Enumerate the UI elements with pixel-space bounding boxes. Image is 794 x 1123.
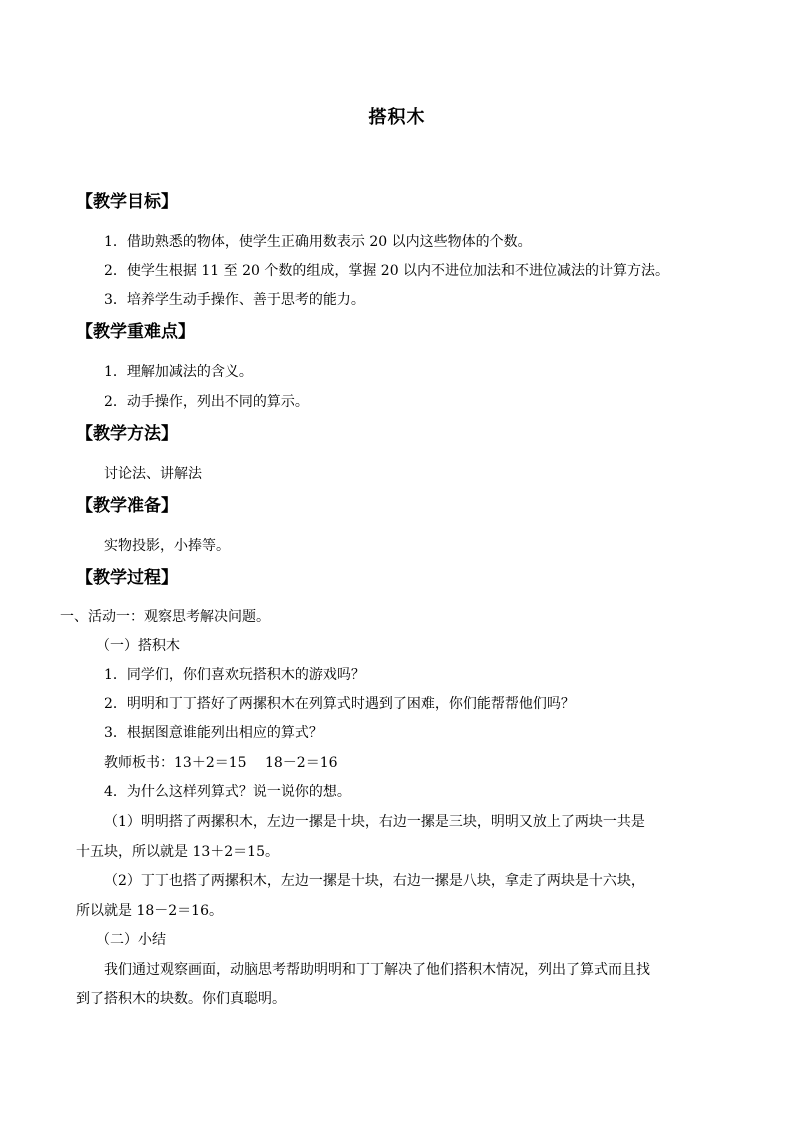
- heading-teaching-goals: 【教学目标】: [76, 192, 178, 212]
- summary-line-1: 我们通过观察画面，动脑思考帮助明明和丁丁解决了他们搭积木情况，列出了算式而且找: [104, 962, 650, 978]
- part-one-title: （一）搭积木: [96, 638, 180, 654]
- reason-2-line-2: 所以就是 18－2＝16。: [76, 903, 223, 919]
- reason-1-line-2: 十五块，所以就是 13＋2＝15。: [76, 844, 279, 860]
- part-two-title: （二）小结: [96, 932, 166, 948]
- heading-teaching-process: 【教学过程】: [76, 568, 178, 588]
- key-point-item-2: 2．动手操作，列出不同的算示。: [104, 394, 309, 410]
- process-item-1: 1．同学们，你们喜欢玩搭积木的游戏吗？: [104, 667, 365, 683]
- process-item-3: 3．根据图意谁能列出相应的算式？: [104, 725, 323, 741]
- activity-one-title: 一、活动一：观察思考解决问题。: [60, 609, 270, 625]
- summary-line-2: 到了搭积木的块数。你们真聪明。: [76, 991, 286, 1007]
- heading-teaching-preparation: 【教学准备】: [76, 496, 178, 516]
- preparation-text: 实物投影，小捧等。: [104, 538, 230, 554]
- heading-teaching-methods: 【教学方法】: [76, 424, 178, 444]
- board-writing: 教师板书：13＋2＝15 18－2＝16: [104, 755, 338, 771]
- goal-item-3: 3．培养学生动手操作、善于思考的能力。: [104, 292, 365, 308]
- goal-item-2: 2．使学生根据 11 至 20 个数的组成，掌握 20 以内不进位加法和不进位减法的计算方法。: [104, 263, 670, 279]
- process-item-4: 4．为什么这样列算式？说一说你的想。: [104, 784, 351, 800]
- methods-text: 讨论法、讲解法: [104, 466, 202, 482]
- reason-1-line-1: （1）明明搭了两摞积木，左边一摞是十块，右边一摞是三块，明明又放上了两块一共是: [104, 814, 645, 830]
- heading-key-points: 【教学重难点】: [76, 322, 195, 342]
- key-point-item-1: 1．理解加减法的含义。: [104, 364, 253, 380]
- process-item-2: 2．明明和丁丁搭好了两摞积木在列算式时遇到了困难，你们能帮帮他们吗？: [104, 696, 575, 712]
- reason-2-line-1: （2）丁丁也搭了两摞积木，左边一摞是十块，右边一摞是八块，拿走了两块是十六块，: [104, 873, 645, 889]
- goal-item-1: 1．借助熟悉的物体，使学生正确用数表示 20 以内这些物体的个数。: [104, 234, 532, 250]
- document-title: 搭积木: [368, 107, 426, 128]
